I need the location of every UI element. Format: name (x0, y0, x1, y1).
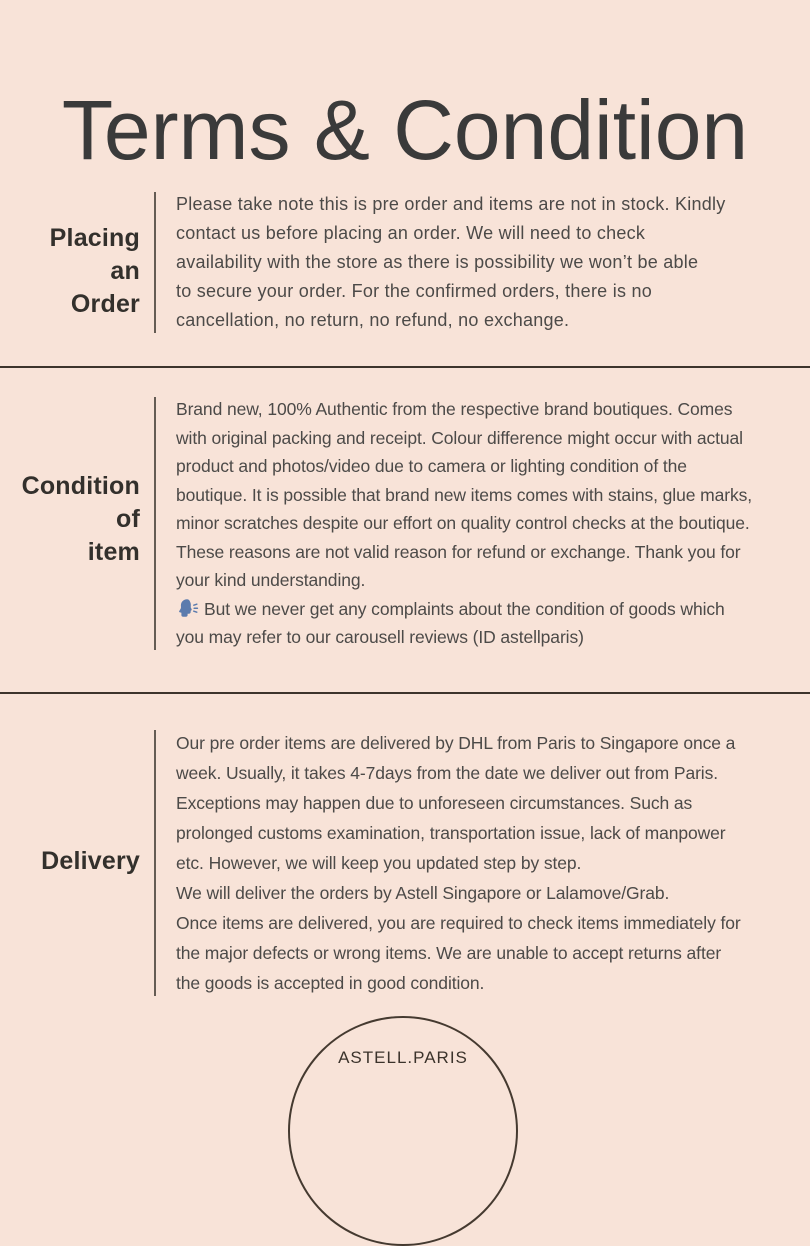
heading-line: Delivery (41, 847, 140, 875)
section-body-placing-an-order (176, 190, 726, 335)
brand-badge-circle (288, 1016, 518, 1246)
speaking-head-icon (176, 598, 200, 620)
heading-line: of (116, 505, 140, 533)
body-line: boutique. It is possible that brand new items comes with stains, glue marks, (176, 484, 753, 505)
body-line: prolonged customs examination, transportation issue, lack of manpower (176, 823, 726, 843)
brand-name: ASTELL.PARIS (338, 1048, 468, 1067)
section-heading-condition-of-item (0, 395, 140, 652)
body-line: you may refer to our carousell reviews (ID astellparis) (176, 627, 584, 647)
page-title: Terms & Condition (61, 83, 749, 178)
body-line: week. Usually, it takes 4-7days from the date we deliver out from Paris. (176, 763, 719, 783)
body-line: Brand new, 100% Authentic from the respective brand boutiques. Comes (176, 399, 733, 419)
body-line: Once items are delivered, you are required to check items immediately for (176, 913, 741, 933)
heading-line: Order (70, 290, 140, 318)
vertical-divider (154, 397, 156, 650)
body-line: Please take note this is pre order and items are not in stock. Kindly (176, 194, 726, 214)
section-heading-delivery (0, 728, 140, 998)
vertical-divider (154, 192, 156, 333)
body-line: We will deliver the orders by Astell Singapore or Lalamove/Grab. (176, 883, 670, 903)
section-condition-of-item (0, 395, 752, 652)
horizontal-divider (0, 692, 810, 694)
body-line: with original packing and receipt. Colour difference might occur with actual (176, 427, 743, 448)
horizontal-divider (0, 366, 810, 368)
vertical-divider (154, 730, 156, 996)
body-line: the major defects or wrong items. We are unable to accept returns after (176, 943, 722, 963)
body-line: availability with the store as there is possibility we won’t be able (176, 252, 699, 272)
section-heading-placing-an-order (0, 190, 140, 335)
body-line: Our pre order items are delivered by DHL from Paris to Singapore once a (176, 733, 736, 753)
section-body-delivery (176, 728, 741, 998)
body-line: Exceptions may happen due to unforeseen circumstances. Such as (176, 793, 693, 813)
body-line: contact us before placing an order. We will need to check (176, 223, 646, 243)
heading-line: Placing (49, 224, 140, 252)
body-line: These reasons are not valid reason for refund or exchange. Thank you for (176, 541, 741, 562)
body-line: product and photos/video due to camera or lighting condition of the (176, 456, 687, 476)
section-delivery (0, 728, 741, 998)
body-line-with-icon (176, 595, 752, 624)
body-line: minor scratches despite our effort on quality control checks at the boutique. (176, 513, 750, 533)
heading-line: Condition (21, 472, 140, 500)
body-line: But we never get any complaints about the condition of goods which (204, 598, 725, 619)
body-line: the goods is accepted in good condition. (176, 973, 485, 993)
heading-line: item (87, 538, 140, 566)
body-line: your kind understanding. (176, 570, 366, 590)
body-line: to secure your order. For the confirmed orders, there is no (176, 281, 652, 301)
body-line: etc. However, we will keep you updated step by step. (176, 853, 582, 873)
body-line: cancellation, no return, no refund, no exchange. (176, 310, 570, 330)
heading-line: an (110, 257, 140, 285)
section-placing-an-order (0, 190, 726, 335)
section-body-condition-of-item (176, 395, 752, 652)
